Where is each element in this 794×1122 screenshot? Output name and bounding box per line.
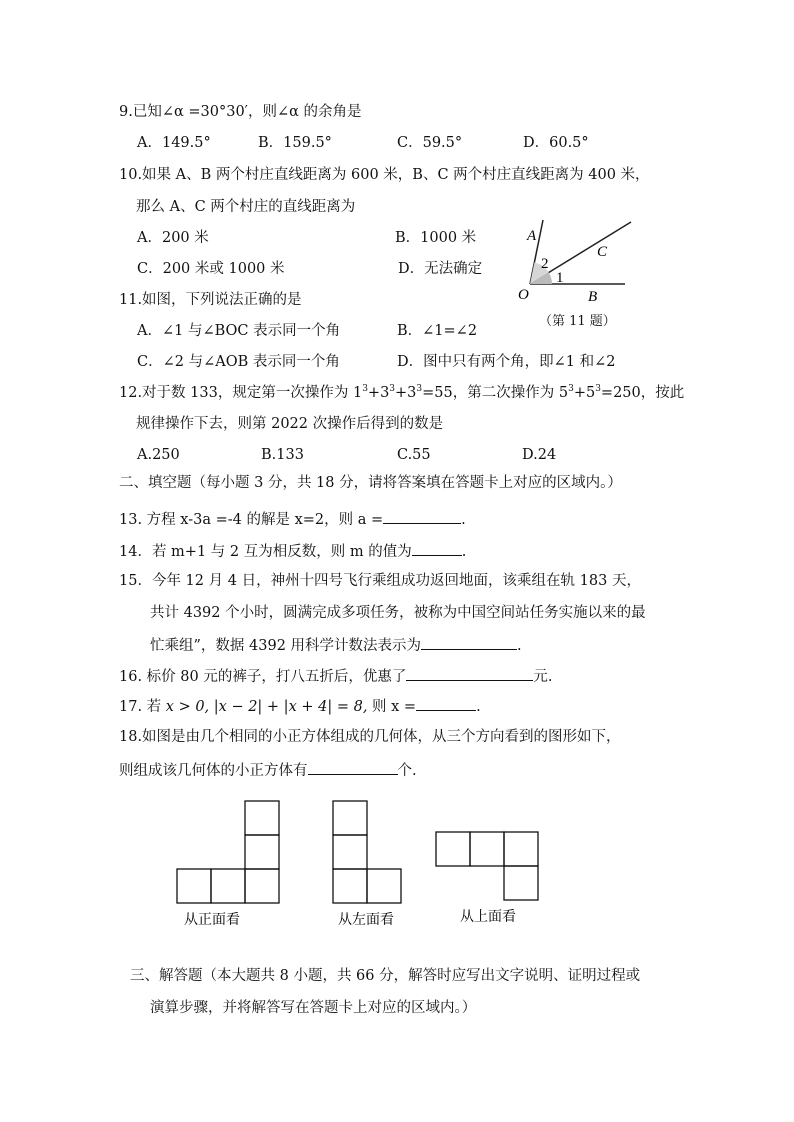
q17-answer-blank[interactable]	[416, 695, 476, 711]
q14: 14．若 m+1 与 2 互为相反数，则 m 的值为 .	[119, 540, 466, 562]
q17: 17. 若 x > 0, |x − 2| + |x + 4| = 8, 则 x = .	[119, 695, 481, 717]
q9-option-c: C．59.5°	[397, 135, 463, 151]
q11-option-b: B．∠1=∠2	[397, 323, 478, 339]
label-a: A	[527, 228, 537, 244]
q10-option-d: D．无法确定	[398, 261, 483, 277]
q12-stem-line1: 12.对于数 133，规定第一次操作为 $1^3+3^3+3^3=55$，第二次操作为 $5^3+5^3=250$，按此	[119, 384, 685, 401]
q12-option-a: A.250	[137, 447, 180, 463]
front-view	[177, 801, 279, 903]
left-view-label: 从左面看	[338, 912, 394, 928]
q18-line1: 18.如图是由几个相同的小正方体组成的几何体，从三个方向看到的图形如下，	[119, 729, 621, 745]
q9-option-b: B．159.5°	[258, 135, 332, 151]
q18-views-figure	[170, 796, 550, 936]
q18-line2: 则组成该几何体的小正方体有 个.	[119, 759, 417, 781]
left-view	[333, 801, 401, 903]
q9-stem: 9.已知∠α =30°30′，则∠α 的余角是	[119, 104, 362, 120]
label-angle1: 1	[556, 270, 564, 286]
label-angle2: 2	[541, 256, 549, 272]
label-b: B	[588, 289, 598, 305]
q9-option-a: A．149.5°	[137, 135, 211, 151]
q10-option-c: C．200 米或 1000 米	[137, 261, 285, 277]
q16-answer-blank[interactable]	[406, 665, 533, 681]
q17-formula: x > 0, |x − 2| + |x + 4| = 8,	[165, 699, 368, 715]
q13-answer-blank[interactable]	[383, 508, 461, 524]
q11-stem: 11.如图，下列说法正确的是	[119, 292, 302, 308]
label-c: C	[597, 244, 608, 260]
section3-heading-line2: 演算步骤，并将解答写在答题卡上对应的区域内。）	[150, 1000, 477, 1016]
q12-option-c: C.55	[397, 447, 431, 463]
q15-line3: 忙乘组”，数据 4392 用科学计数法表示为 .	[150, 634, 522, 656]
q10-stem-line2: 那么 A、C 两个村庄的直线距离为	[136, 199, 356, 215]
q15-line2: 共计 4392 个小时，圆满完成多项任务，被称为中国空间站任务实施以来的最	[150, 605, 646, 621]
q12-option-b: B.133	[261, 447, 304, 463]
top-view	[436, 832, 538, 900]
q18-answer-blank[interactable]	[308, 759, 398, 775]
q12-option-d: D.24	[522, 447, 557, 463]
q11-figure-caption: （第 11 题）	[539, 314, 616, 329]
q15-line1: 15．今年 12 月 4 日，神州十四号飞行乘组成功返回地面，该乘组在轨 183 天，	[119, 573, 641, 589]
section2-heading: 二、填空题（每小题 3 分，共 18 分，请将答案填在答题卡上对应的区域内。）	[119, 475, 622, 491]
q14-answer-blank[interactable]	[412, 540, 462, 556]
q10-option-b: B．1000 米	[395, 230, 477, 246]
q9-option-d: D．60.5°	[523, 135, 589, 151]
q13: 13. 方程 x-3a =-4 的解是 x=2，则 a = .	[119, 508, 466, 530]
front-view-label: 从正面看	[184, 912, 240, 928]
q11-angle-figure	[505, 218, 635, 310]
top-view-label: 从上面看	[460, 909, 516, 925]
q12-stem-line2: 规律操作下去，则第 2022 次操作后得到的数是	[136, 416, 444, 432]
q15-answer-blank[interactable]	[421, 634, 517, 650]
q11-option-d: D．图中只有两个角，即∠1 和∠2	[397, 354, 616, 370]
q10-stem-line1: 10.如果 A、B 两个村庄直线距离为 600 米，B、C 两个村庄直线距离为 400 米，	[119, 167, 650, 183]
section3-heading-line1: 三、解答题（本大题共 8 小题，共 66 分，解答时应写出文字说明、证明过程或	[130, 968, 641, 984]
q11-option-c: C．∠2 与∠AOB 表示同一个角	[137, 354, 340, 370]
q11-option-a: A．∠1 与∠BOC 表示同一个角	[137, 323, 341, 339]
label-o: O	[518, 287, 529, 303]
q16: 16. 标价 80 元的裤子，打八五折后，优惠了 元.	[119, 665, 552, 687]
q10-option-a: A．200 米	[137, 230, 209, 246]
